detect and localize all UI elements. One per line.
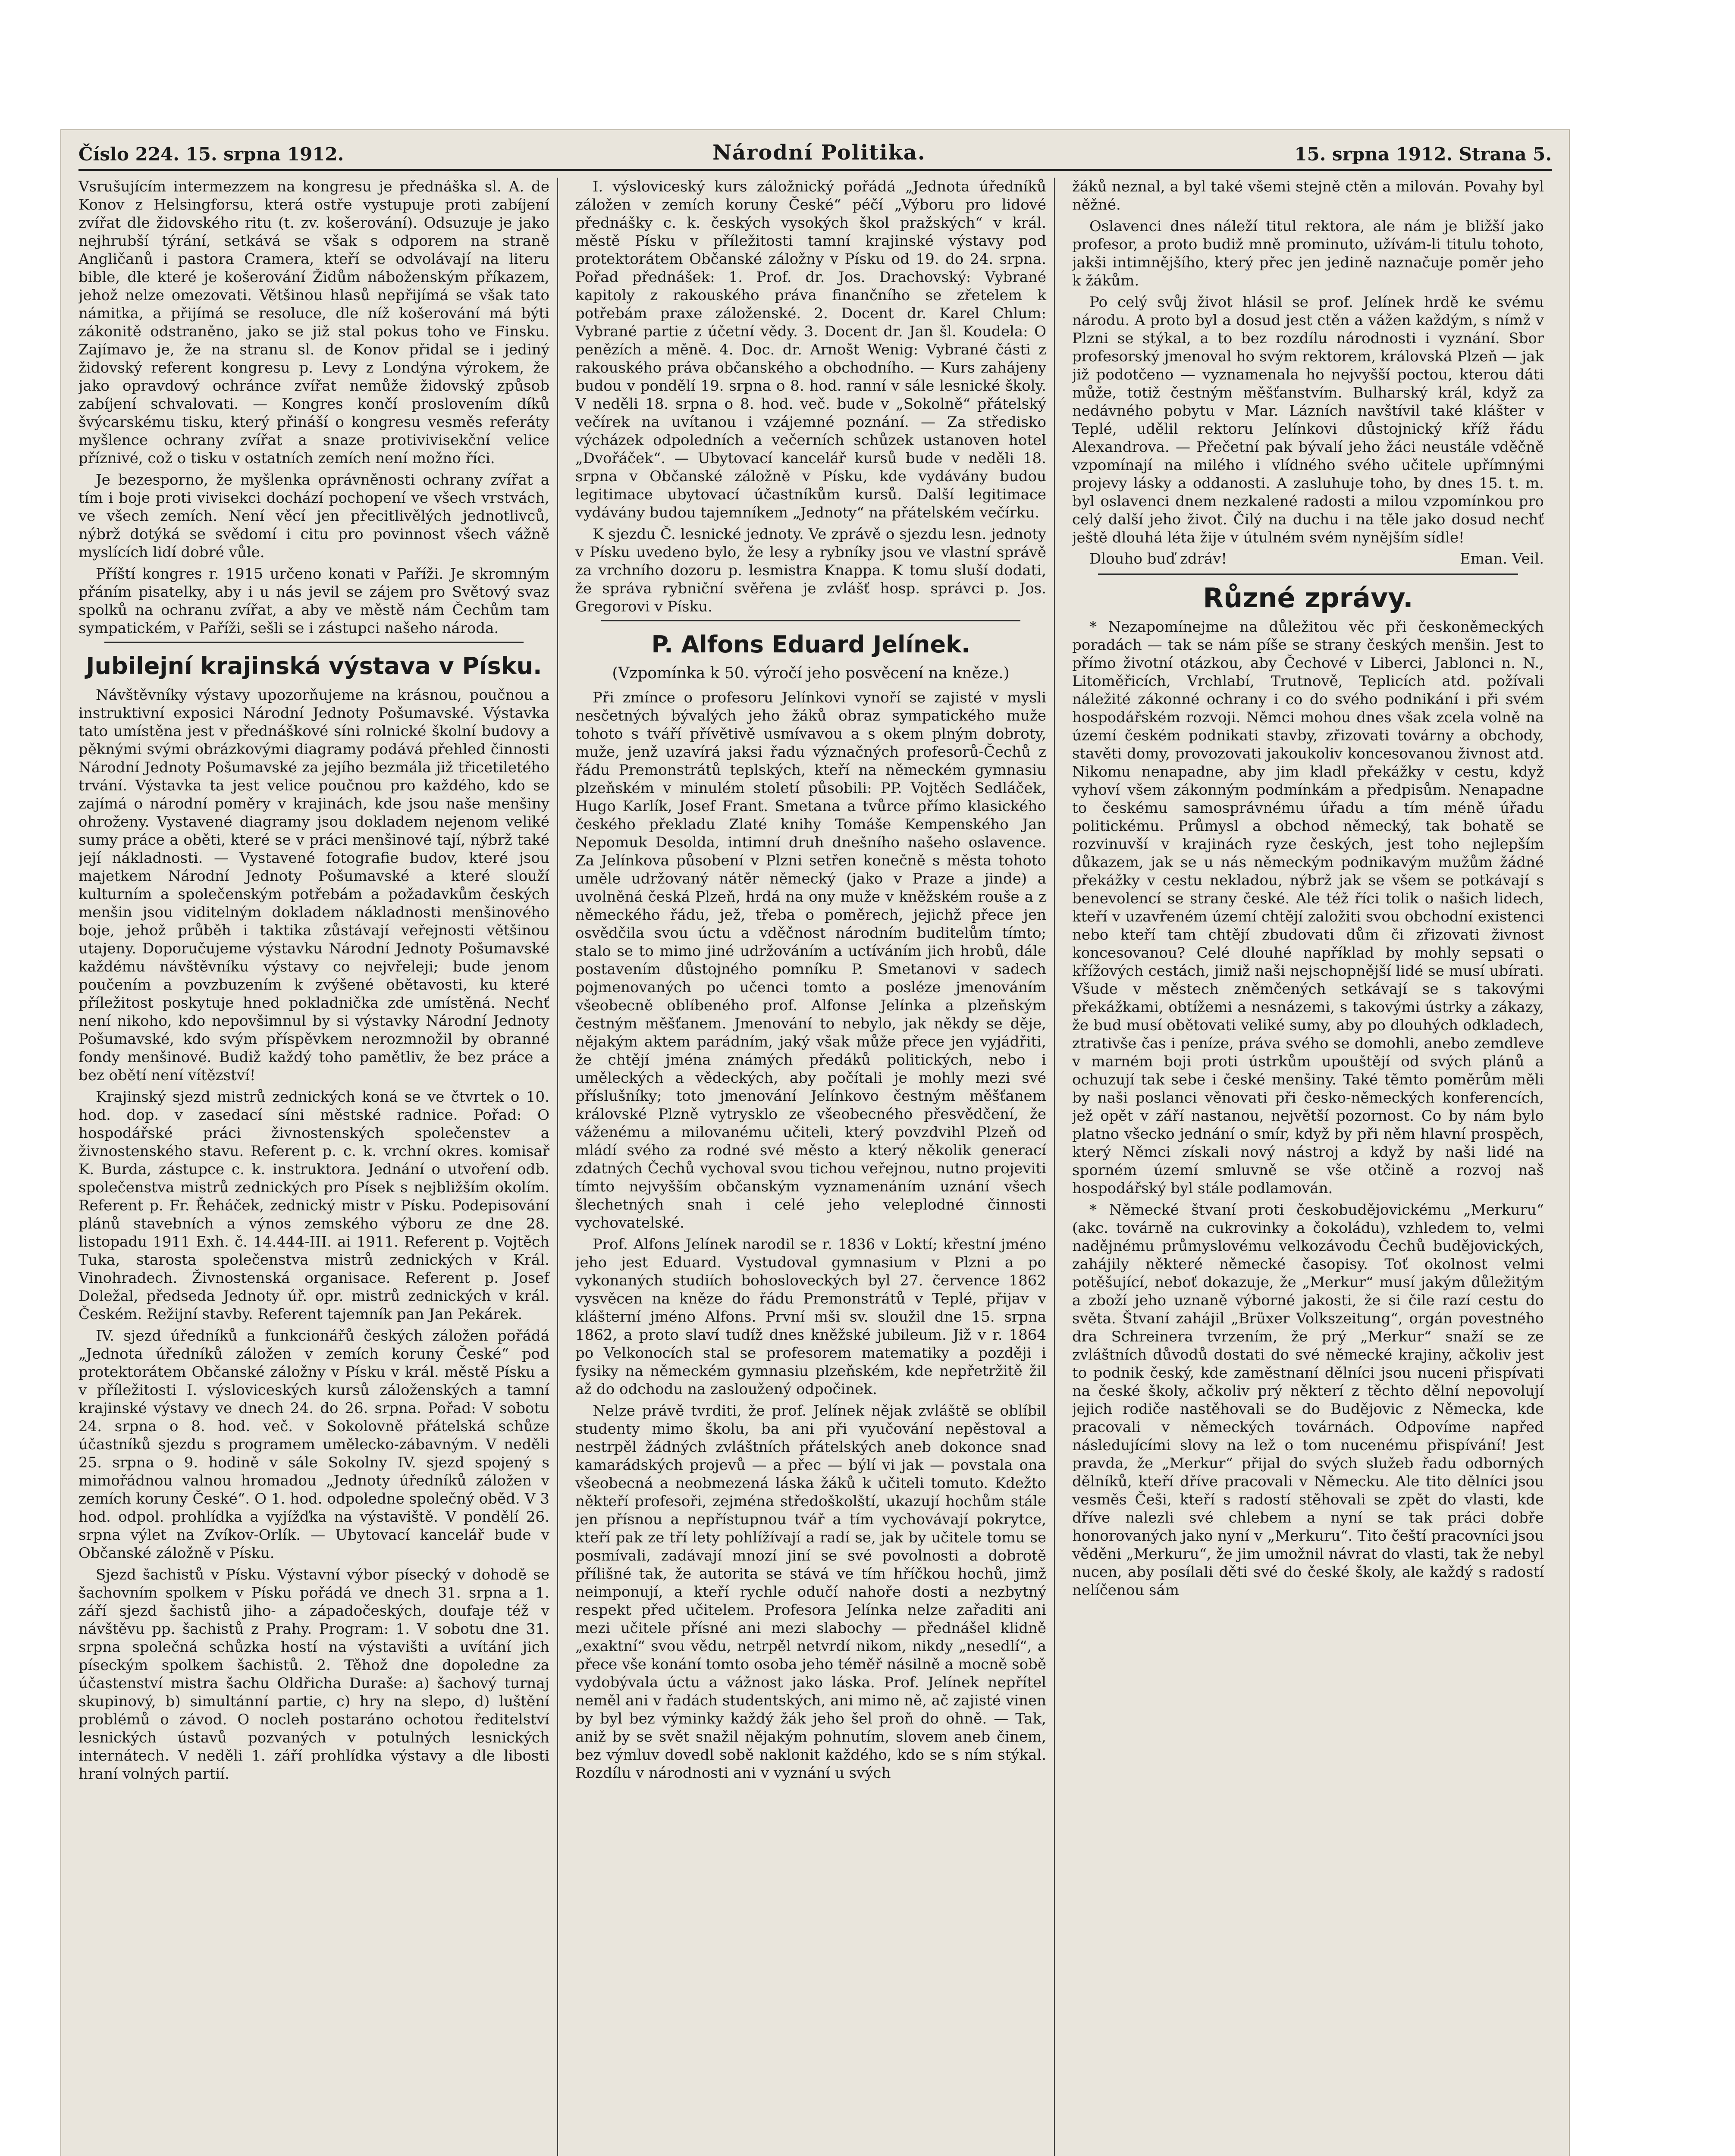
article-paragraph: * Německé štvaní proti českobudějovickému „Merkuru“ (akc. továrně na cukrovinky a čokoládu), vzhledem to, velmi nadějnému průmyslovému velkozávodu Čechů budějovických, zahájily některé německé časopisy. Toť okolnost velmi potěšující, neboť dokazuje, že „Merkur“ musí jakým důležitým a zboží jeho uznaně výborné jakosti, že si čile razí cestu do světa. Štvaní zahájil „Brüxer Volkszeitung“, orgán povestného dra Schreinera tvrzením, že prý „Merkur“ snaží se ze zvláštních důvodů dostati do své německé krajiny, ačkoliv jest to podnik český, kde zaměstnaní dělníci jsou nuceni přispívati na české školy, ačkoliv prý některí z těchto dělní nepovolují jejich rodiče nastěhovali se do Budějovic z Německa, kde pracovali v německých továrnách. Odpovíme napřed následujícími slovy na lež o tom nucenému přispívání! Jest pravda, že „Merkur“ přijal do svých služeb řadu odborných dělníků, kteří dříve pracovali v Německu. Ale tito dělníci jsou vesměs Češi, kteří s radostí stěhovali se zpět do vlasti, kde dříve nalezli své chlebem a nyní se tak práci dobře honorovaných jako nyní v „Merkuru“. Tito čeští pracovníci jsou věděni „Merkuru“, že jim umožnil návrat do vlasti, tak že nebyl nucen, aby posílali děti své do české školy, ale každý s radostí nelíčenou sám — [1072, 1201, 1544, 1599]
article-paragraph: Sjezd šachistů v Písku. Výstavní výbor písecký v dohodě se šachovním spolkem v Písku pořádá ve dnech 31. srpna a 1. září sjezd šachistů jiho- a západočeských, doufaje též v návštěvu pp. šachistů z Prahy. Program: 1. V sobotu dne 31. srpna společná schůzka hostí na výstavišti a uvítání jich píseckým spolkem šachistů. 2. Těhož dne dopoledne za účastenství mistra šachu Oldřicha Duraše: a) šachový turnaj skupinový, b) simultánní partie, c) hry na slepo, d) luštění problémů o závod. O nocleh postaráno ochotou ředitelství lesnických ústavů pozvaných v potulných lesnických internátech. V neděli 1. září prohlídka výstavy a dle libosti hraní volných partií. — [78, 1566, 549, 1783]
article-signoff — [1072, 550, 1544, 567]
article-paragraph: Návštěvníky výstavy upozorňujeme na krásnou, poučnou a instruktivní exposici Národní Jednoty Pošumavské. Výstavka tato umístěna jest v přednáškové síni rolnické školní budovy a pěknými svými obrázkovými diagramy podává přehled činnosti Národní Jednoty Pošumavské za jejího bezmála již třicetiletého trvání. Výstavka ta jest velice poučnou pro každého, kdo se zajímá o národní poměry v krajinách, kde jsou naše menšiny ohroženy. Vystavené diagramy jsou dokladem nejenom veliké sumy práce a oběti, které se v práci menšinové tají, nýbrž také její nákladnosti. — Vystavené fotografie budov, které jsou majetkem Národní Jednoty Pošumavské a které slouží kulturním a společenským potřebám a požadavkům českých menšin jsou viditelným dokladem nákladnosti menšinového boje, jehož průběh i taktika zůstávají veřejnosti většinou utajeny. Doporučujeme výstavku Národní Jednoty Pošumavské každému návštěvníku výstavy co nejvřeleji; bude jenom poučením a povzbuzením k zvýšené obětavosti, ku které příležitost poskytuje hned pokladnička zde umístěná. Nechť není nikoho, kdo nepovšimnul by si výstavky Národní Jednoty Pošumavské, kdo svým příspěvkem nerozmnožil by obranné fondy menšinové. Budiž každý toho pamětliv, že bez práce a bez obětí není vítězství! — [78, 686, 549, 1084]
signoff-text: Dlouho buď zdráv! — [1089, 550, 1227, 567]
column-2 — [575, 178, 1055, 2156]
article-paragraph: K sjezdu Č. lesnické jednoty. Ve zprávě o sjezdu lesn. jednoty v Písku uvedeno bylo, že lesy a rybníky jsou ve vlastní správě za vrchního dozoru p. lesmistra Knappa. K tomu sluší dodati, že správa rybniční svěřena je zvlášť hosp. správci p. Jos. Gregorovi v Písku. — [575, 526, 1046, 615]
article-subtitle: (Vzpomínka k 50. výročí jeho posvěcení na kněze.) — [612, 664, 1010, 682]
article-paragraph: Příští kongres r. 1915 určeno konati v Paříži. Je skromným přáním pisatelky, aby i u nás jevil se zájem pro Světový svaz spolků na ochranu zvířat, a aby ve městě nám Čechům tam sympatickém, v Paříži, sešli se i zástupci našeho národa. — [78, 565, 549, 637]
article-headline: Jubilejní krajinská výstava v Písku. — [86, 652, 542, 680]
article-paragraph: * Nezapomínejme na důležitou věc při českoněmeckých poradách — tak se nám píše se strany českých menšin. Jest to přímo životní otázkou, aby Čechové v Liberci, Jablonci n. N., Litoměřicích, Vrchlabí, Trutnově, Teplicích atd. požívali náležité zákonné ochrany i co do svého podnikání i při svém hospodářském rozvoji. Němci mohou dnes však zcela volně na území českém podnikati stavby, zřizovati továrny a obchody, stavěti domy, provozovati jakoukoliv koncesovanou živnost atd. Nikomu nenapadne, aby jim kladl překážky v cestu, když vyhoví všem zákonným podmínkám a předpisům. Nenapadne to českému samosprávnému úřadu a tím méně úřadu politickému. Průmysl a obchod německý, tak bohatě se rozvinuvší v krajinách ryze českých, jest toho nejlepším důkazem, jak se u nás německým podnikavým mužům žádné překážky v cestu nekladou, nýbrž jak se všem se potkávají s benevolencí se strany české. Ale též říci tolik o našich lidech, kteří v uzavřeném území chtějí založiti svou obchodní existenci nebo kteří tam chtějí zbudovati dům či zřizovati živnost koncesovanou? Celé dlouhé například by mohly sepsati o křížových cestách, jimiž naši nejschopnější lidé se musí ubírati. Všude v městech zněmčených setkávají se s takovými překážkami, obtížemi a nesnázemi, s takovými ústrky a zákazy, že bud musí obětovati veliké sumy, aby po dlouhých odkladech, ztrativše čas i peníze, práva svého se domohli, anebo zemdleve v marném boji proti ústrkům upouštějí od svých plánů a ochuzují tak sebe i české menšiny. Také těmto poměrům měli by naši poslanci věnovati při česko-německých konferencích, jež opět v září nastanou, největší pozornost. Co by nám bylo platno všecko jednání o smír, když by při něm hlavní prospěch, který Němci získali nový nástroj a když by naši lidé na sporném území smluvně se vše otčině a rozvoj naš hospodářský byl stále podlamován. — [1072, 618, 1544, 1197]
article-paragraph: žáků neznal, a byl také všemi stejně ctěn a milován. Povahy byl něžné. — [1072, 178, 1544, 213]
article-paragraph: I. výsloviceský kurs záložnický pořádá „Jednota úředníků záložen v zemích koruny České“ péčí „Výboru pro lidové přednášky c. k. českých vysokých škol pražských“ v král. městě Písku v příležitosti tamní krajinské výstavy pod protektorátem Občanské záložny v Písku od 19. do 24. srpna. Pořad přednášek: 1. Prof. dr. Jos. Drachovský: Vybrané kapitoly z rakouského práva finančního se zřetelem k potřebám praxe záloženské. 2. Docent dr. Karel Chlum: Vybrané partie z účetní vědy. 3. Docent dr. Jan šl. Koudela: O penězích a měně. 4. Doc. dr. Arnošt Wenig: Vybrané části z rakouského práva občanského a obchodního. — Kurs zahájeny budou v pondělí 19. srpna o 8. hod. ranní v sále lesnické školy. V neděli 18. srpna o 8. hod. več. bude v „Sokolně“ přátelský večírek na uvítanou i vzájemné poznání. — Za středisko výcházek odpoledních a večerních schůzek ustanoven hotel „Dvořáček“. — Ubytovací kancelář kursů bude v neděli 18. srpna v Občanské záložně v Písku, kde vydávány budou legitimace ubytovací účastníkům kursů. Další legitimace vydávány budou tajemníkem „Jednoty“ na přátelském večírku. — [575, 178, 1046, 521]
newspaper-page — [60, 129, 1570, 2156]
article-paragraph: Při zmínce o profesoru Jelínkovi vynoří se zajisté v mysli nesčetných bývalých jeho žáků obraz sympatického muže tohoto s tváří přívětivě usmívavou a s okem plným dobroty, muže, jenž uzavírá jaksi řadu význačných profesorů-Čechů z řádu Premonstrátů teplských, kteří na německém gymnasiu plzeňském v minulém století působili: PP. Vojtěch Sedláček, Hugo Karlík, Josef Frant. Smetana a tvůrce přímo klasického českého překladu Zlaté knihy Tomáše Kempenského Jan Nepomuk Desolda, intimní druh dnešního našeho oslavence. Za Jelínkova působení v Plzni setřen konečně s města tohoto uměle udržovaný nátěr německý (jako v Praze a jinde) a uvolněná česká Plzeň, hrdá na ony muže v kněžském rouše a z německého řádu, jež, třeba o poměrech, jejichž přece jen osvědčila svou úctu a vděčnost národním buditelům tímto; stalo se to mimo jiné udržováním a uctíváním jich hrobů, dále postavením důstojného pomníku P. Smetanovi v sadech pojmenovaných po učenci tomto a posléze jmenováním všeobecně oblíbeného prof. Alfonse Jelínka a plzeňským čestným měšťanem. Jmenování to nebylo, jak někdy se děje, nějakým aktem parádním, jaký však může přece jen vyjádřiti, že chtějí jména známých předáků politických, nebo i uměleckých a vědeckých, aby počítali je mohly mezi své příslušníky; toto jmenování Jelínkovo čestným měšťanem královské Plzně vytrysklo ze všeobecného přesvědčení, že váženému a milovanému učiteli, který povzdvihl Plzeň od mládí svého za rodné své město a který několik generací zdatných Čechů vychoval svou tichou veřejnou, nutno projeviti tímto nejvyšším občanským vyznamenáním uznání všech šlechetných snah i celé jeho veleplodné činnosti vychovatelské. — [575, 689, 1046, 1232]
divider — [1098, 573, 1518, 575]
article-paragraph: Vsrušujícím intermezzem na kongresu je přednáška sl. A. de Konov z Helsingforsu, která ostře vystupuje proti zabíjení zvířat dle židovského ritu (t. zv. košerování). Odsuzuje je jako nejhrubší týrání, setkává se však s odporem na straně Angličanů i pastora Cramera, kteří se odvolávají na literu bible, dle které je košerování Židům náboženským příkazem, jehož nelze omezovati. Většinou hlasů nepřijímá se však tato námitka, a přijímá se resoluce, dle níž košerování má býti zákonitě odstraněno, jako se již stal pokus toho ve Finsku. Zajímavo je, že na stranu sl. de Konov přidal se i jediný židovský referent kongresu p. Levy z Londýna výrokem, že jako opravdový ochránce zvířat nemůže židovský způsob zabíjení schvalovati. — Kongres končí proslovením díků švýcarskému tisku, který přináší o kongresu vesměs referáty myšlence ochrany zvířat a snaze protivivisekční velice příznivé, což o tisku v ostatních zemích není možno říci. — [78, 178, 549, 467]
divider — [104, 642, 524, 643]
article-paragraph: Krajinský sjezd mistrů zednických koná se ve čtvrtek o 10. hod. dop. v zasedací síni městské radnice. Pořad: O hospodářské práci živnostenských společenstev a živnostenského stavu. Referent p. c. k. vrchní okres. komisař K. Burda, zástupce c. k. instruktora. Jednání o utvoření odb. společenstva mistrů zednických pro Písek s nejbližším okolím. Referent p. Fr. Řeháček, zednický mistr v Písku. Podepisování plánů stavebních a výnos zemského výboru ze dne 28. listopadu 1911 Exh. č. 14.444-III. ai 1911. Referent p. Vojtěch Tuka, starosta společenstva mistrů zednických v Král. Vinohradech. Živnostenská organisace. Referent p. Josef Doležal, předseda Jednoty úř. opr. mistrů zednických v král. Českém. Režijní stavby. Referent tajemník pan Jan Pekárek. — [78, 1088, 549, 1323]
article-paragraph: Oslavenci dnes náleží titul rektora, ale nám je bližší jako profesor, a proto budiž mně prominuto, užívám-li titulu tohoto, jakši intimnějšího, který přec jen jedině naznačuje poměr jeho k žákům. — [1072, 218, 1544, 289]
issue-number-date: Číslo 224. 15. srpna 1912. — [78, 144, 344, 165]
section-headline: Různé zprávy. — [1203, 582, 1413, 614]
column-1 — [78, 178, 558, 2156]
divider — [601, 620, 1020, 621]
article-paragraph: Je bezesporno, že myšlenka oprávněnosti ochrany zvířat a tím i boje proti vivisekci dochází pochopení ve všech vrstvách, ve všech zemích. Není věcí jen přecitlivělých jednotlivců, nýbrž dotýká se svědomí i citu pro povinnost všech vážně myslících lidí dobré vůle. — [78, 471, 549, 561]
page-header — [78, 139, 1552, 171]
text-columns — [78, 178, 1552, 2156]
newspaper-title: Národní Politika. — [712, 141, 926, 165]
article-paragraph: Nelze právě tvrditi, že prof. Jelínek nějak zvláště se oblíbil studenty mimo školu, ba ani při vyučování nepěstoval a nestrpěl žádných zvláštních přátelských aneb dokonce snad kamarádských projevů — a přec — býlí vi jak — povstala ona všeobecná a neobmezená láska žáků k učiteli tomuto. Kdežto někteří profesoři, zejména středoškolští, ukazují hochům stále jen přísnou a nepřístupnou tvář a tím vychovávají pokrytce, kteří pak ze tří lety pohlížívají a radí se, jak by učitele tomu se posmívali, zadávají mnozí jiní se své povolnosti a dobrotě přílišné tak, že autorita se stává ve tím hříčkou hochů, jimž neimponují, a kteří rychle odučí nahoře dosti a nezbytný respekt před učitelem. Profesora Jelínka nelze zařaditi ani mezi učitele přísné ani mezi slabochy — přednášel klidně „exaktní“ svou vědu, netrpěl netvrdí nikom, nikdy „nesedlí“, a přece vše konání tomto osoba jeho téměř násilně a mocně sobě vydobývala úctu a vážnost jako láska. Prof. Jelínek nepřítel neměl ani v řadách studentských, ani mimo ně, ač zajisté vinen by byl bez výminky každý žák jeho šel proň do ohně. — Tak, aniž by se svět snažil nějakým pohnutím, slovem aneb činem, bez výmluv dovedl sobě naklonit každého, kdo se s ním stýkal. Rozdílu v národnosti ani v vyznání u svých — [575, 1402, 1046, 1782]
date-page-number: 15. srpna 1912. Strana 5. — [1294, 144, 1552, 165]
article-headline: P. Alfons Eduard Jelínek. — [651, 631, 970, 658]
author-signature: Eman. Veil. — [1460, 550, 1544, 567]
article-paragraph: IV. sjezd úředníků a funkcionářů českých záložen pořádá „Jednota úředníků záložen v zemích koruny České“ pod protektorátem Občanské záložny v Písku v král. městě Písku a v příležitosti I. výsloviceských kursů záloženských a tamní krajinské výstavy ve dnech 24. do 26. srpna. Pořad: V sobotu 24. srpna o 8. hod. več. v Sokolovně přátelská schůze účastníků sjezdu s programem umělecko-zábavným. V neděli 25. srpna o 9. hodině v sále Sokolny IV. sjezd spojený s mimořádnou valnou hromadou „Jednoty úředníků záložen v zemích koruny České“. O 1. hod. odpoledne společný oběd. V 3 hod. odpol. prohlídka a vyjížďka na výstaviště. V pondělí 26. srpna výlet na Zvíkov-Orlík. — Ubytovací kancelář bude v Občanské záložně v Písku. — [78, 1327, 549, 1562]
article-paragraph: Prof. Alfons Jelínek narodil se r. 1836 v Loktí; křestní jméno jeho jest Eduard. Vystudoval gymnasium v Plzni a po vykonaných studiích bohosloveckých byl 27. července 1862 vysvěcen na kněze do řádu Premonstrátů v Teplé, přijav v klášterní jméno Alfons. První mši sv. sloužil dne 15. srpna 1862, a proto slaví tudíž dnes kněžské jubileum. Již v r. 1864 po Velkonocích stal se profesorem matematiky a později i fysiky na německém gymnasiu plzeňském, kde nepřetržitě žil až do odchodu na zasloužený odpočinek. — [575, 1236, 1046, 1398]
column-3 — [1072, 178, 1552, 2156]
article-paragraph: Po celý svůj život hlásil se prof. Jelínek hrdě ke svému národu. A proto byl a dosud jest ctěn a vážen každým, s nímž v Plzni se stýkal, a to bez rozdílu národnosti i vyznání. Sbor profesorský jmenoval ho svým rektorem, královská Plzeň — jak již podotčeno — vyznamenala ho nejvyšší poctou, kterou dáti může, totiž čestným měšťanstvím. Bulharský král, když za nedávného pobytu v Mar. Lázních navštívil také klášter v Teplé, udělil rektoru Jelínkovi důstojnický kříž řádu Alexandrova. — Přečetní pak bývalí jeho žáci neustále vděčně vzpomínají na milého i vlídného svého učitele upřímnými projevy lásky a oddanosti. A zasluhuje toho, by dnes 15. t. m. byl oslavenci dnem nezkalené radosti a milou vzpomínkou pro celý další jeho život. Čilý na duchu i na těle jako dosud nechť ještě dlouhá léta žije v útulném svém nynějším sídle! — [1072, 294, 1544, 546]
